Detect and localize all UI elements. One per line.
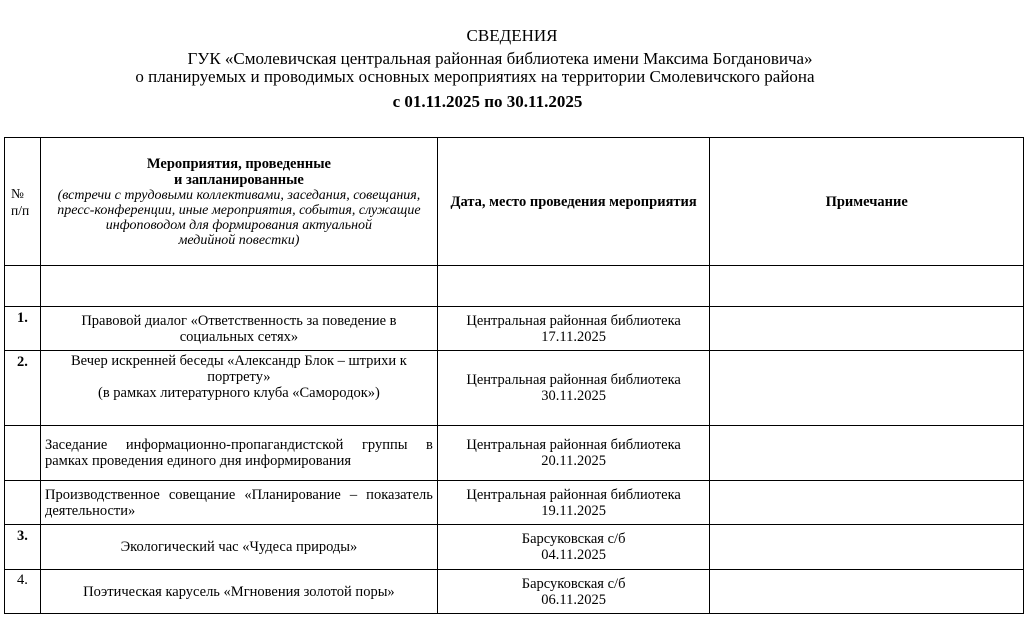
row-event: Заседание информационно-пропагандистской группы в рамках проведения единого дня информирования <box>40 426 437 481</box>
row-note <box>710 525 1024 570</box>
col-date-header: Дата, место проведения мероприятия <box>437 138 709 266</box>
doc-subject: о планируемых и проводимых основных мероприятиях на территории Смолевичского района <box>135 67 815 86</box>
row-event: Производственное совещание «Планирование – показатель деятельности» <box>40 481 437 525</box>
row-place-date <box>437 351 709 426</box>
row-note <box>710 307 1024 351</box>
row-event <box>40 351 437 426</box>
col-events-desc: (встречи с трудовыми коллективами, заседания, совещания, пресс-конференции, иные мероприятия, события, служащие инфоповодом для формирования актуальной <box>57 187 421 233</box>
doc-title: СВЕДЕНИЯ <box>466 26 558 45</box>
row-place-date <box>437 525 709 570</box>
row-place-date <box>437 570 709 614</box>
col-events-header <box>40 138 437 266</box>
org-name: ГУК «Смолевичская центральная районная библиотека имени Максима Богдановича» <box>187 49 813 68</box>
table-row <box>5 426 1024 481</box>
row-date: 19.11.2025 <box>541 502 606 519</box>
table-row <box>5 570 1024 614</box>
row-date: 20.11.2025 <box>541 453 606 469</box>
row-event: Экологический час «Чудеса природы» <box>40 525 437 570</box>
row-place: Центральная районная библиотека <box>466 437 681 453</box>
row-number <box>5 481 41 525</box>
row-number: 1. <box>5 307 41 351</box>
row-date: 30.11.2025 <box>541 388 606 404</box>
row-date: 06.11.2025 <box>541 591 606 608</box>
col-events-title-1: Мероприятия, проведенные <box>146 155 331 172</box>
row-place: Центральная районная библиотека <box>466 312 681 329</box>
row-place: Центральная районная библиотека <box>466 372 681 388</box>
row-event-title: Вечер искренней беседы «Александр Блок – штрихи к портрету» <box>70 353 407 385</box>
row-number: 3. <box>5 525 41 570</box>
table-row <box>5 481 1024 525</box>
row-event: Поэтическая карусель «Мгновения золотой поры» <box>40 570 437 614</box>
table-row <box>5 525 1024 570</box>
row-note <box>710 351 1024 426</box>
table-row <box>5 351 1024 426</box>
row-note <box>710 426 1024 481</box>
col-note-header: Примечание <box>710 138 1024 266</box>
row-place-date <box>437 426 709 481</box>
table-row <box>5 307 1024 351</box>
row-place: Барсуковская с/б <box>521 531 626 547</box>
row-place-date <box>437 307 709 351</box>
doc-period: с 01.11.2025 по 30.11.2025 <box>392 92 583 111</box>
row-date: 17.11.2025 <box>541 328 606 345</box>
row-place: Центральная районная библиотека <box>466 486 681 503</box>
row-note <box>710 481 1024 525</box>
col-no-header: № п/п <box>5 138 41 266</box>
row-number: 2. <box>5 351 41 426</box>
table-header-row <box>5 138 1024 266</box>
row-event: Правовой диалог «Ответственность за поведение в социальных сетях» <box>40 307 437 351</box>
col-events-title-2: и запланированные <box>174 171 304 188</box>
table-empty-row <box>5 266 1024 307</box>
events-table <box>4 137 1024 614</box>
col-events-desc-2: медийной повестки) <box>178 232 300 248</box>
row-place: Барсуковская с/б <box>521 575 626 592</box>
row-event-subtitle: (в рамках литературного клуба «Самородок») <box>97 385 380 401</box>
row-place-date <box>437 481 709 525</box>
row-date: 04.11.2025 <box>541 547 606 563</box>
row-note <box>710 570 1024 614</box>
row-number: 4. <box>5 570 41 614</box>
row-number <box>5 426 41 481</box>
